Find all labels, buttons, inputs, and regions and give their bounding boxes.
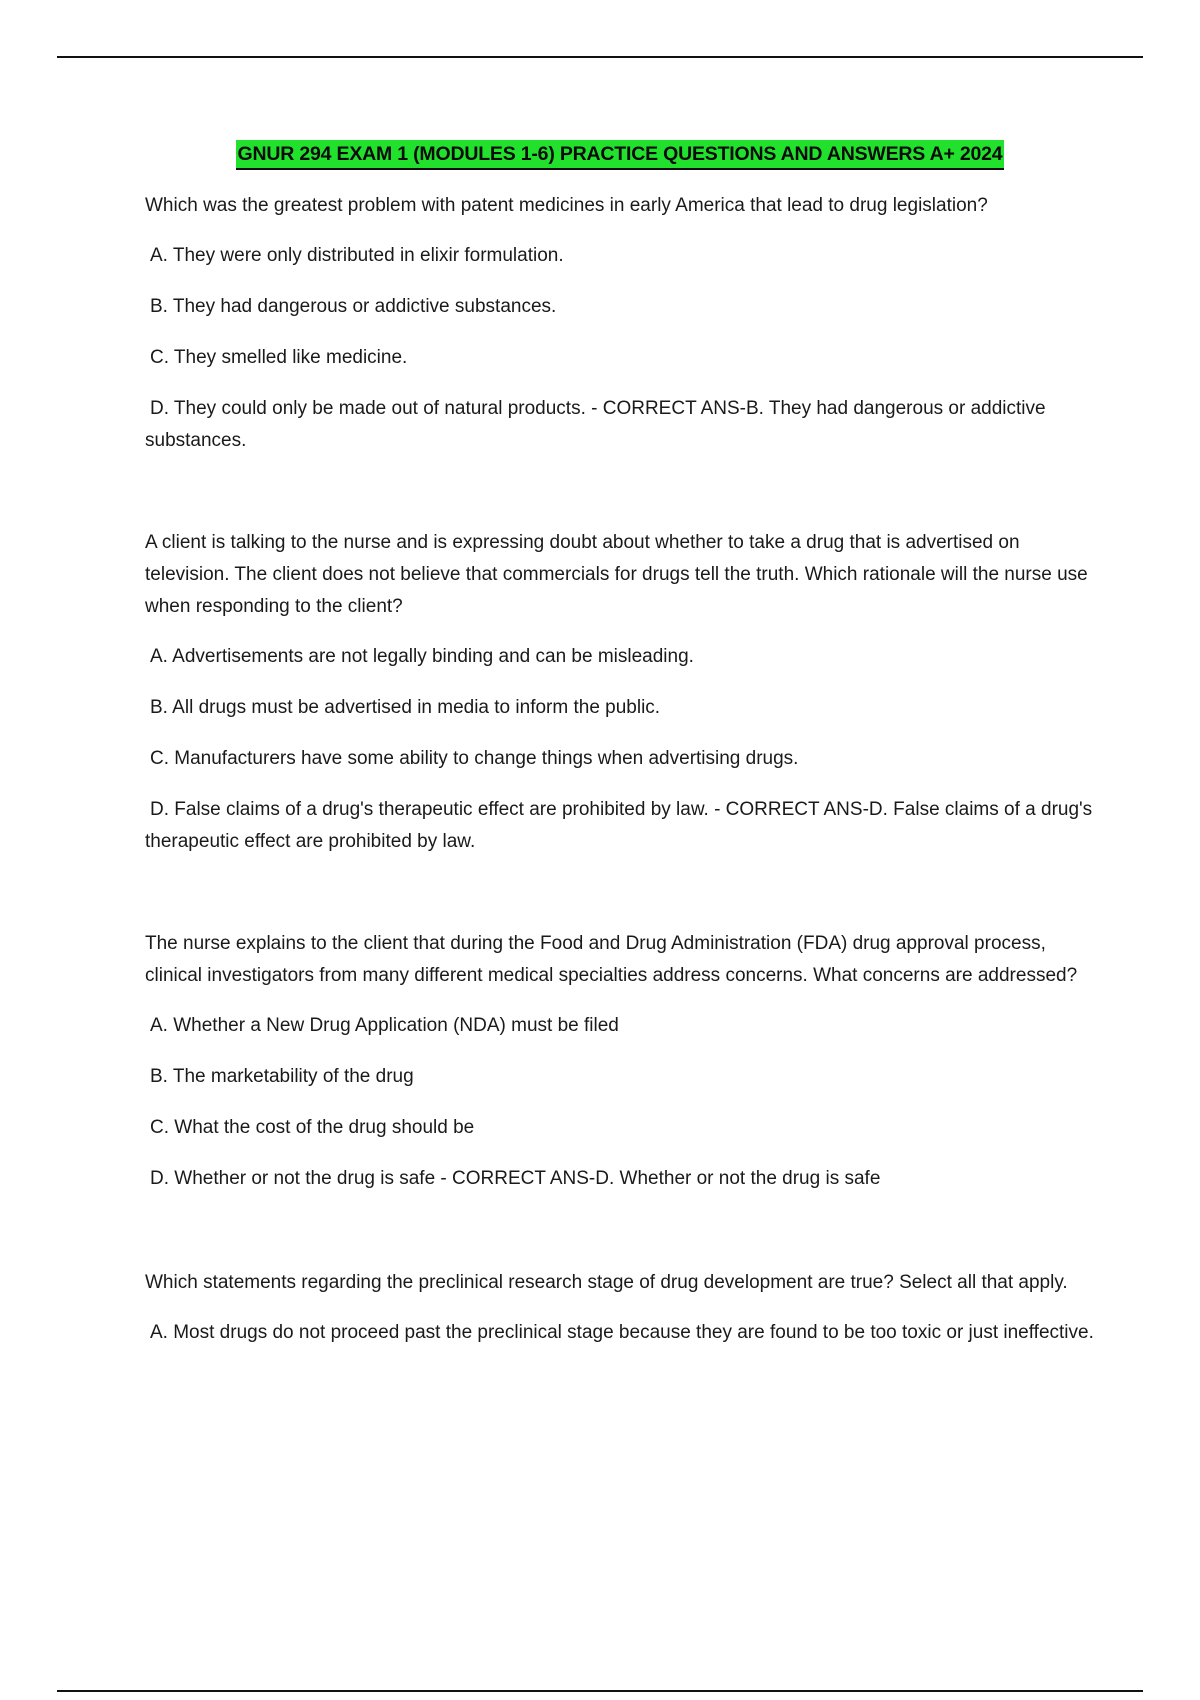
top-rule [57,56,1143,58]
answer-option: A. They were only distributed in elixir formulation. [150,245,564,266]
question-block-3 [145,928,1095,1195]
question-stem: The nurse explains to the client that during the Food and Drug Administration (FDA) drug approval process, clinical investigators from many different medical specialties address concerns. What concerns are addressed? [145,933,1078,986]
title-wrap [145,140,1095,170]
answer-option: C. What the cost of the drug should be [150,1117,475,1138]
answer-option: C. Manufacturers have some ability to change things when advertising drugs. [150,748,799,769]
question-stem: Which was the greatest problem with patent medicines in early America that lead to drug legislation? [145,195,988,216]
answer-option: B. The marketability of the drug [150,1066,414,1087]
question-stem: A client is talking to the nurse and is expressing doubt about whether to take a drug that is advertised on television. The client does not believe that commercials for drugs tell the truth. Which rationale will the nurse use when responding to the client? [145,532,1088,617]
bottom-rule [57,1690,1143,1692]
document-title: GNUR 294 EXAM 1 (MODULES 1-6) PRACTICE QUESTIONS AND ANSWERS A+ 2024 [236,140,1005,170]
document-page [145,140,1095,1419]
answer-option-with-correct-answer: D. False claims of a drug's therapeutic effect are prohibited by law. - CORRECT ANS-D. False claims of a drug's therapeutic effect are prohibited by law. [145,799,1093,852]
answer-option: A. Whether a New Drug Application (NDA) must be filed [150,1015,619,1036]
answer-option: B. They had dangerous or addictive substances. [150,296,557,317]
question-stem: Which statements regarding the preclinical research stage of drug development are true? Select all that apply. [145,1272,1068,1293]
answer-option: A. Most drugs do not proceed past the preclinical stage because they are found to be too toxic or just ineffective. [150,1322,1094,1343]
question-block-1 [145,190,1095,457]
answer-option-with-correct-answer: D. They could only be made out of natural products. - CORRECT ANS-B. They had dangerous or addictive substances. [145,398,1046,451]
answer-option: A. Advertisements are not legally binding and can be misleading. [150,646,694,667]
question-block-4 [145,1267,1095,1349]
answer-option: C. They smelled like medicine. [150,347,408,368]
answer-option-with-correct-answer: D. Whether or not the drug is safe - CORRECT ANS-D. Whether or not the drug is safe [150,1168,881,1189]
answer-option: B. All drugs must be advertised in media to inform the public. [150,697,661,718]
question-block-2 [145,527,1095,858]
